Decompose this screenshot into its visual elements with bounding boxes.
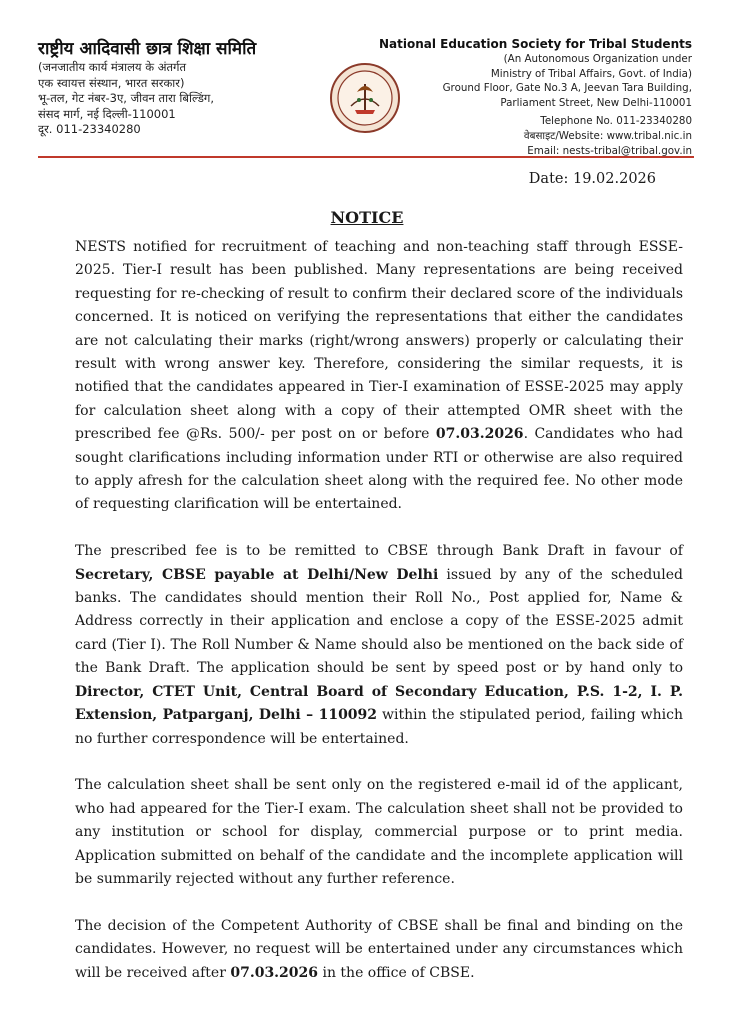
- paragraph-3: The calculation sheet shall be sent only on the registered e-mail id of the applicant, who had appeared for the Tier-I exam. The calculation sheet shall not be provided to any institution or school for display, commercial purpose or to print media. Application submitted on behalf of the candidate and the incomplete application will be summarily rejected without any further reference.: [75, 777, 683, 887]
- deadline-date: 07.03.2026: [230, 964, 319, 981]
- hindi-line: भू-तल, गेट नंबर-3ए, जीवन तारा बिल्डिंग,: [38, 91, 214, 105]
- hindi-letterhead: [38, 38, 328, 138]
- hindi-line: संसद मार्ग, नई दिल्ली-110001: [38, 106, 176, 121]
- hindi-line: एक स्वायत्त संस्थान, भारत सरकार): [38, 75, 185, 90]
- draft-payee: Secretary, CBSE payable at Delhi/New Delhi: [75, 566, 439, 583]
- paragraph-4: The decision of the Competent Authority of CBSE shall be final and binding on the candidates. However, no request will be entertained under any circumstances which will be received after 07.03.2026 in the office of CBSE.: [75, 917, 683, 981]
- deadline-date: 07.03.2026: [435, 426, 524, 443]
- paragraph-2: The prescribed fee is to be remitted to CBSE through Bank Draft in favour of Secretary, CBSE payable at Delhi/New Delhi issued by any of the scheduled banks. The candidates should mention their Roll No., Post applied for, Name & Address correctly in their application and enclose a copy of the ESSE-2025 admit card (Tier I). The Roll Number & Name should also be mentioned on the back side of the Bank Draft. The application should be sent by speed post or by hand only to Director, CTET Unit, Central Board of Secondary Education, P.S. 1-2, I. P. Extension, Patparganj, Delhi – 110092 within the stipulated period, failing which no further correspondence will be entertained.: [75, 543, 683, 747]
- english-org-name: National Education Society for Tribal Students: [378, 37, 692, 51]
- hindi-line: (जनजातीय कार्य मंत्रालय के अंतर्गत: [38, 60, 187, 74]
- english-line: Ministry of Tribal Affairs, Govt. of India): [490, 67, 692, 80]
- telephone: Telephone No. 011-23340280: [540, 115, 692, 128]
- english-line: (An Autonomous Organization under: [503, 53, 692, 65]
- paragraph-1: NESTS notified for recruitment of teaching and non-teaching staff through ESSE-2025. Tier-I result has been published. Many representations are being received requesting for re-checking of result to confirm their declared score of the individuals concerned. It is noticed on verifying the representations that either the candidates are not calculating their marks (right/wrong answers) properly or calculating their result with wrong answer key. Therefore, considering the similar requests, it is notified that the candidates appeared in Tier-I examination of ESSE-2025 may apply for calculation sheet along with a copy of their attempted OMR sheet with the prescribed fee @Rs. 500/- per post on or before 07.03.2026. Candidates who had sought clarifications including information under RTI or otherwise are also required to apply afresh for the calculation sheet along with the required fee. No other mode of requesting clarification will be entertained.: [75, 239, 683, 513]
- notice-date: Date: 19.02.2026: [528, 171, 656, 187]
- header-divider: [38, 156, 694, 158]
- notice-title: NOTICE: [330, 208, 404, 227]
- notice-body: [75, 236, 683, 985]
- email: Email: nests-tribal@tribal.gov.in: [527, 144, 692, 157]
- english-letterhead: [362, 36, 692, 158]
- hindi-phone: दूर. 011-23340280: [38, 122, 141, 136]
- hindi-org-name: राष्ट्रीय आदिवासी छात्र शिक्षा समिति: [38, 39, 257, 59]
- english-line: Ground Floor, Gate No.3 A, Jeevan Tara Building,: [442, 82, 692, 95]
- postal-address: Director, CTET Unit, Central Board of Secondary Education, P.S. 1-2, I. P. Extension, Patparganj, Delhi – 110092: [75, 683, 683, 724]
- english-line: Parliament Street, New Delhi-110001: [500, 96, 692, 109]
- website: वेबसाइट/Website: www.tribal.nic.in: [523, 129, 692, 142]
